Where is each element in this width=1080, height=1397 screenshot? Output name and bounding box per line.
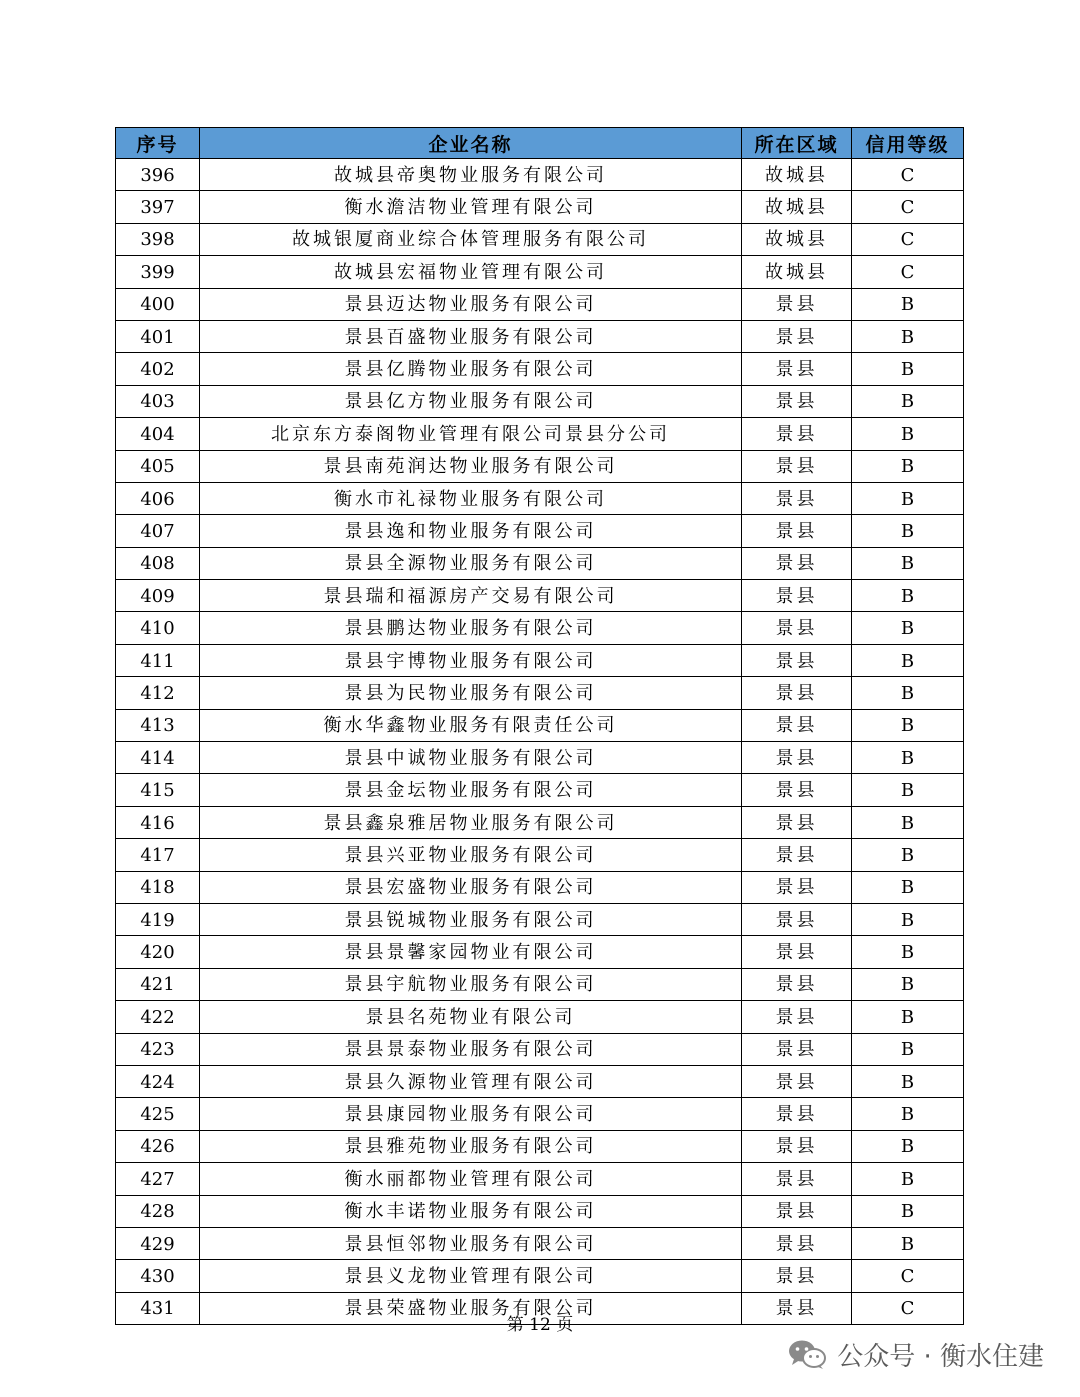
cell-company-name: 衡水市礼禄物业服务有限公司 xyxy=(200,482,742,514)
cell-region: 景县 xyxy=(742,774,852,806)
cell-credit-grade: B xyxy=(852,385,964,417)
cell-company-name: 景县南苑润达物业服务有限公司 xyxy=(200,450,742,482)
cell-company-name: 北京东方泰阁物业管理有限公司景县分公司 xyxy=(200,418,742,450)
cell-region: 故城县 xyxy=(742,256,852,288)
cell-company-name: 景县逸和物业服务有限公司 xyxy=(200,515,742,547)
table-row xyxy=(116,644,964,676)
cell-serial-number: 419 xyxy=(116,903,200,935)
cell-credit-grade: B xyxy=(852,450,964,482)
cell-credit-grade: B xyxy=(852,774,964,806)
cell-serial-number: 418 xyxy=(116,871,200,903)
header-company-name: 企业名称 xyxy=(200,128,742,159)
table-row xyxy=(116,482,964,514)
cell-credit-grade: C xyxy=(852,256,964,288)
table-row xyxy=(116,1130,964,1162)
cell-region: 景县 xyxy=(742,871,852,903)
table-row xyxy=(116,612,964,644)
header-serial-number: 序号 xyxy=(116,128,200,159)
cell-region: 景县 xyxy=(742,353,852,385)
cell-company-name: 景县全源物业服务有限公司 xyxy=(200,547,742,579)
cell-region: 景县 xyxy=(742,1292,852,1324)
cell-company-name: 景县景泰物业服务有限公司 xyxy=(200,1033,742,1065)
cell-region: 景县 xyxy=(742,450,852,482)
table-row xyxy=(116,256,964,288)
cell-company-name: 故城县宏福物业管理有限公司 xyxy=(200,256,742,288)
cell-region: 景县 xyxy=(742,515,852,547)
cell-serial-number: 404 xyxy=(116,418,200,450)
cell-company-name: 景县为民物业服务有限公司 xyxy=(200,677,742,709)
cell-company-name: 景县亿方物业服务有限公司 xyxy=(200,385,742,417)
cell-region: 景县 xyxy=(742,418,852,450)
credit-rating-table xyxy=(115,127,964,1325)
cell-company-name: 景县义龙物业管理有限公司 xyxy=(200,1260,742,1292)
cell-company-name: 景县锐城物业服务有限公司 xyxy=(200,903,742,935)
cell-serial-number: 412 xyxy=(116,677,200,709)
cell-serial-number: 414 xyxy=(116,742,200,774)
cell-serial-number: 408 xyxy=(116,547,200,579)
watermark-text: 公众号 · 衡水住建 xyxy=(837,1341,1044,1372)
cell-region: 景县 xyxy=(742,385,852,417)
cell-region: 故城县 xyxy=(742,159,852,191)
table-row xyxy=(116,580,964,612)
cell-region: 景县 xyxy=(742,677,852,709)
table-row xyxy=(116,320,964,352)
cell-region: 景县 xyxy=(742,482,852,514)
cell-serial-number: 416 xyxy=(116,806,200,838)
cell-credit-grade: B xyxy=(852,1098,964,1130)
cell-company-name: 景县金坛物业服务有限公司 xyxy=(200,774,742,806)
cell-company-name: 景县名苑物业有限公司 xyxy=(200,1001,742,1033)
cell-serial-number: 402 xyxy=(116,353,200,385)
table-row xyxy=(116,353,964,385)
cell-company-name: 景县荣盛物业服务有限公司 xyxy=(200,1292,742,1324)
cell-company-name: 衡水丽都物业管理有限公司 xyxy=(200,1163,742,1195)
table-header-row xyxy=(116,128,964,159)
cell-company-name: 景县兴亚物业服务有限公司 xyxy=(200,839,742,871)
cell-serial-number: 400 xyxy=(116,288,200,320)
cell-region: 景县 xyxy=(742,968,852,1000)
cell-serial-number: 398 xyxy=(116,223,200,255)
table-row xyxy=(116,936,964,968)
cell-serial-number: 424 xyxy=(116,1065,200,1097)
cell-company-name: 景县宇博物业服务有限公司 xyxy=(200,644,742,676)
cell-credit-grade: B xyxy=(852,1227,964,1259)
table-row xyxy=(116,1098,964,1130)
table-row xyxy=(116,742,964,774)
cell-region: 景县 xyxy=(742,742,852,774)
cell-credit-grade: C xyxy=(852,191,964,223)
cell-serial-number: 399 xyxy=(116,256,200,288)
wechat-icon xyxy=(787,1338,827,1370)
cell-serial-number: 417 xyxy=(116,839,200,871)
cell-credit-grade: B xyxy=(852,515,964,547)
cell-company-name: 景县鹏达物业服务有限公司 xyxy=(200,612,742,644)
cell-region: 景县 xyxy=(742,1260,852,1292)
cell-credit-grade: B xyxy=(852,742,964,774)
cell-region: 景县 xyxy=(742,709,852,741)
cell-credit-grade: B xyxy=(852,1195,964,1227)
cell-credit-grade: B xyxy=(852,903,964,935)
cell-credit-grade: B xyxy=(852,936,964,968)
cell-company-name: 故城县帝奥物业服务有限公司 xyxy=(200,159,742,191)
header-credit-grade: 信用等级 xyxy=(852,128,964,159)
cell-region: 景县 xyxy=(742,612,852,644)
cell-serial-number: 403 xyxy=(116,385,200,417)
cell-company-name: 景县久源物业管理有限公司 xyxy=(200,1065,742,1097)
cell-serial-number: 411 xyxy=(116,644,200,676)
cell-company-name: 衡水华鑫物业服务有限责任公司 xyxy=(200,709,742,741)
table-body xyxy=(116,159,964,1325)
cell-serial-number: 406 xyxy=(116,482,200,514)
cell-region: 故城县 xyxy=(742,191,852,223)
cell-serial-number: 420 xyxy=(116,936,200,968)
cell-serial-number: 423 xyxy=(116,1033,200,1065)
cell-region: 景县 xyxy=(742,580,852,612)
cell-serial-number: 396 xyxy=(116,159,200,191)
cell-serial-number: 426 xyxy=(116,1130,200,1162)
cell-region: 景县 xyxy=(742,1001,852,1033)
table-row xyxy=(116,806,964,838)
cell-region: 景县 xyxy=(742,1033,852,1065)
table-row xyxy=(116,288,964,320)
cell-credit-grade: B xyxy=(852,968,964,1000)
cell-region: 景县 xyxy=(742,644,852,676)
table-row xyxy=(116,159,964,191)
cell-region: 景县 xyxy=(742,839,852,871)
cell-serial-number: 410 xyxy=(116,612,200,644)
cell-credit-grade: B xyxy=(852,288,964,320)
cell-serial-number: 405 xyxy=(116,450,200,482)
cell-region: 景县 xyxy=(742,1195,852,1227)
table-row xyxy=(116,774,964,806)
cell-company-name: 景县宇航物业服务有限公司 xyxy=(200,968,742,1000)
cell-region: 景县 xyxy=(742,1098,852,1130)
cell-credit-grade: B xyxy=(852,709,964,741)
cell-company-name: 故城银厦商业综合体管理服务有限公司 xyxy=(200,223,742,255)
cell-serial-number: 425 xyxy=(116,1098,200,1130)
cell-credit-grade: B xyxy=(852,1163,964,1195)
cell-credit-grade: B xyxy=(852,580,964,612)
cell-company-name: 景县景馨家园物业有限公司 xyxy=(200,936,742,968)
table-row xyxy=(116,515,964,547)
cell-credit-grade: B xyxy=(852,1033,964,1065)
cell-company-name: 衡水丰诺物业服务有限公司 xyxy=(200,1195,742,1227)
cell-region: 景县 xyxy=(742,320,852,352)
cell-company-name: 景县百盛物业服务有限公司 xyxy=(200,320,742,352)
table-row xyxy=(116,1163,964,1195)
cell-credit-grade: B xyxy=(852,418,964,450)
cell-company-name: 景县恒邻物业服务有限公司 xyxy=(200,1227,742,1259)
cell-region: 故城县 xyxy=(742,223,852,255)
cell-credit-grade: B xyxy=(852,353,964,385)
cell-company-name: 景县宏盛物业服务有限公司 xyxy=(200,871,742,903)
table-row xyxy=(116,450,964,482)
cell-serial-number: 427 xyxy=(116,1163,200,1195)
cell-serial-number: 430 xyxy=(116,1260,200,1292)
cell-credit-grade: B xyxy=(852,547,964,579)
cell-company-name: 景县迈达物业服务有限公司 xyxy=(200,288,742,320)
table-row xyxy=(116,191,964,223)
cell-credit-grade: C xyxy=(852,1292,964,1324)
cell-region: 景县 xyxy=(742,288,852,320)
table-row xyxy=(116,968,964,1000)
cell-company-name: 景县鑫泉雅居物业服务有限公司 xyxy=(200,806,742,838)
cell-credit-grade: B xyxy=(852,839,964,871)
cell-region: 景县 xyxy=(742,547,852,579)
cell-company-name: 景县康园物业服务有限公司 xyxy=(200,1098,742,1130)
cell-region: 景县 xyxy=(742,1227,852,1259)
table-row xyxy=(116,839,964,871)
cell-credit-grade: B xyxy=(852,1001,964,1033)
cell-serial-number: 397 xyxy=(116,191,200,223)
table-row xyxy=(116,1001,964,1033)
cell-credit-grade: B xyxy=(852,1130,964,1162)
table-row xyxy=(116,1065,964,1097)
cell-credit-grade: B xyxy=(852,612,964,644)
cell-serial-number: 413 xyxy=(116,709,200,741)
cell-region: 景县 xyxy=(742,806,852,838)
cell-serial-number: 407 xyxy=(116,515,200,547)
cell-credit-grade: B xyxy=(852,482,964,514)
cell-credit-grade: C xyxy=(852,1260,964,1292)
cell-credit-grade: C xyxy=(852,159,964,191)
cell-region: 景县 xyxy=(742,1065,852,1097)
cell-credit-grade: B xyxy=(852,320,964,352)
cell-serial-number: 401 xyxy=(116,320,200,352)
cell-serial-number: 429 xyxy=(116,1227,200,1259)
cell-region: 景县 xyxy=(742,1130,852,1162)
watermark xyxy=(787,1334,1044,1374)
cell-credit-grade: B xyxy=(852,871,964,903)
table-row xyxy=(116,1260,964,1292)
table-row xyxy=(116,385,964,417)
header-region: 所在区域 xyxy=(742,128,852,159)
table-row xyxy=(116,677,964,709)
cell-region: 景县 xyxy=(742,936,852,968)
table-row xyxy=(116,1227,964,1259)
table-row xyxy=(116,903,964,935)
cell-company-name: 景县瑞和福源房产交易有限公司 xyxy=(200,580,742,612)
cell-serial-number: 428 xyxy=(116,1195,200,1227)
cell-serial-number: 409 xyxy=(116,580,200,612)
page-number: 第 12 页 xyxy=(506,1315,574,1335)
cell-credit-grade: B xyxy=(852,644,964,676)
table-row xyxy=(116,871,964,903)
table-row xyxy=(116,547,964,579)
cell-serial-number: 415 xyxy=(116,774,200,806)
cell-region: 景县 xyxy=(742,903,852,935)
cell-company-name: 景县中诚物业服务有限公司 xyxy=(200,742,742,774)
cell-serial-number: 421 xyxy=(116,968,200,1000)
table-row xyxy=(116,223,964,255)
cell-region: 景县 xyxy=(742,1163,852,1195)
cell-credit-grade: B xyxy=(852,806,964,838)
table-row xyxy=(116,1195,964,1227)
cell-serial-number: 431 xyxy=(116,1292,200,1324)
table-row xyxy=(116,418,964,450)
cell-company-name: 衡水澹洁物业管理有限公司 xyxy=(200,191,742,223)
cell-credit-grade: B xyxy=(852,1065,964,1097)
cell-credit-grade: C xyxy=(852,223,964,255)
cell-credit-grade: B xyxy=(852,677,964,709)
cell-company-name: 景县雅苑物业服务有限公司 xyxy=(200,1130,742,1162)
table-row xyxy=(116,1033,964,1065)
table-row xyxy=(116,709,964,741)
cell-serial-number: 422 xyxy=(116,1001,200,1033)
cell-company-name: 景县亿腾物业服务有限公司 xyxy=(200,353,742,385)
